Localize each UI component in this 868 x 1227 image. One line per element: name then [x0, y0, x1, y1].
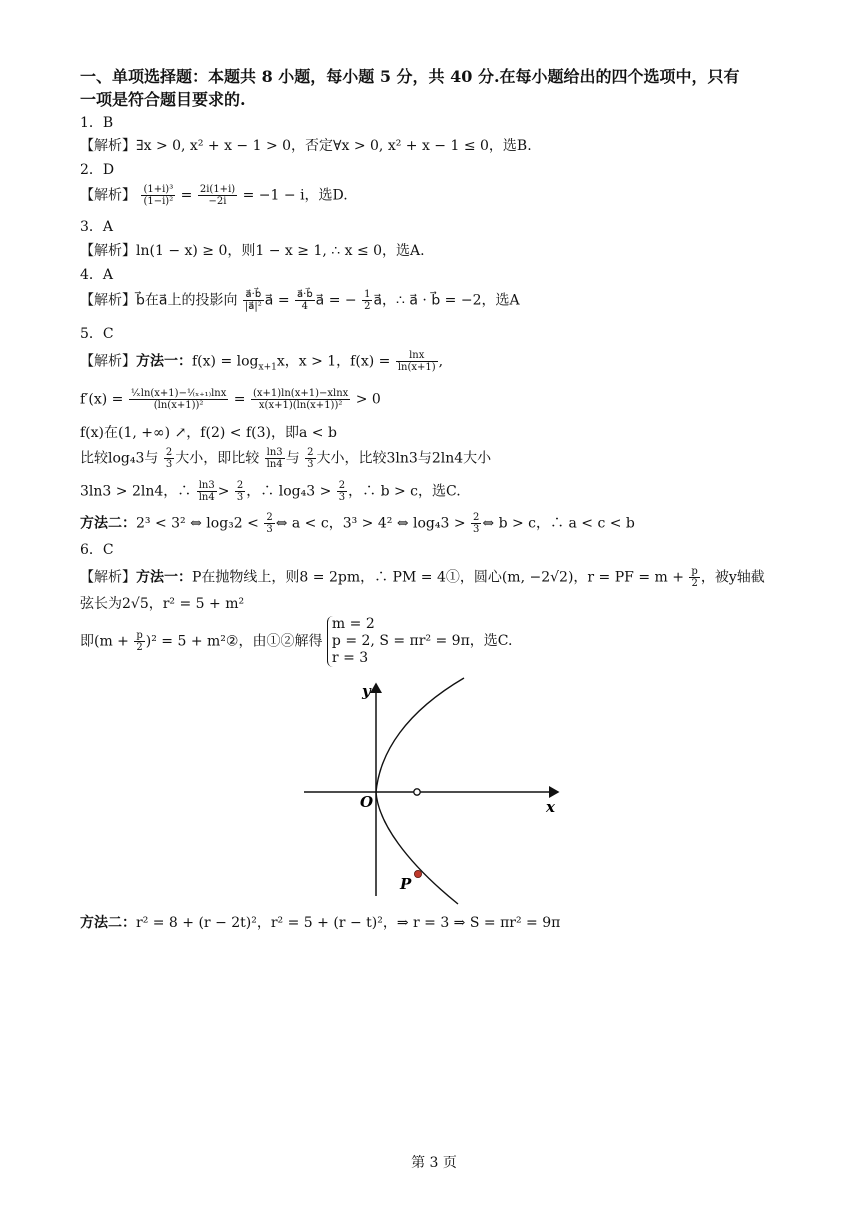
- q3-solution: [80, 241, 425, 261]
- q2-tail: = −1 − i，选D.: [242, 187, 348, 204]
- q2-solution: 【解析】 $\frac{\text{(1+i)³}}{\text{(1−i)²}}$ = $\frac{2i(1+i)}{-2i}$ = −1 − i，选D.: [80, 184, 348, 207]
- q4-fraction-1: $\frac{a⃗\cdot b⃗}{\text{|a⃗|²}}$: [244, 289, 262, 312]
- analysis-tag: 【解析】: [80, 353, 136, 370]
- analysis-tag: 【解析】: [80, 292, 136, 309]
- q5-fraction-fx: $\frac{\ln x}{\ln(x+1)}$: [397, 350, 436, 373]
- q5-fraction-deriv-2: $\frac{(x+1)\ln(x+1)-xlnx}{\text{x(x+1)(ln(x+1))²}}$: [252, 388, 349, 411]
- q5-line2: f′(x) = $\frac{\text{¹⁄ₓln(x+1)−¹⁄₍ₓ₊₁₎lnx}}{\text{(ln(x+1))²}}$ = $\frac{(x+1)\ln(x+1)-xlnx}{\text{x(x+1)(ln(x+1))²}}$ > 0: [80, 388, 381, 411]
- section-title-line2: 一项是符合题目要求的.: [80, 90, 246, 109]
- q5-line1: 【解析】方法一：$f(x) = \log_{x+1}x$，x > 1，f(x) = $\frac{\ln x}{\ln(x+1)}$ ,: [80, 350, 444, 373]
- q4-fraction-2: $\frac{a⃗\cdot b⃗}{4}$: [297, 289, 313, 312]
- q6-line2: 弦长为2√5，r² = 5 + m²: [80, 596, 245, 612]
- point-p-label: P: [400, 875, 412, 893]
- point-p: [414, 870, 421, 877]
- q5-line3: f(x)在(1, +∞) ↗，f(2) < f(3)，即a < b: [80, 425, 337, 441]
- q6-method2: 方法二：r² = 8 + (r − 2t)²，r² = 5 + (r − t)²，⇒ r = 3 ⇒ S = πr² = 9π: [80, 915, 561, 931]
- q1-answer: 1．B: [80, 115, 114, 131]
- analysis-tag: 【解析】: [80, 187, 136, 204]
- q5-fraction-deriv-1: $\frac{\text{¹⁄ₓln(x+1)−¹⁄₍ₓ₊₁₎lnx}}{\text{(ln(x+1))²}}$: [130, 388, 227, 411]
- q2-answer: 2．D: [80, 162, 115, 178]
- section-title-line1: 一、单项选择题：本题共 8 小题，每小题 5 分，共 40 分.在每小题给出的四个选项中，只有: [80, 67, 740, 86]
- q6-line1: 【解析】方法一：P在抛物线上，则8 = 2pm，∴ PM = 4①，圆心(m, −2√2)，r = PF = m + $\frac{p}{2}$ ，被y轴截: [80, 566, 765, 589]
- y-axis-label: y: [362, 682, 371, 700]
- q6-equation-system: m = 2 p = 2, S = πr² = 9π，选C. r = 3: [327, 616, 513, 667]
- q4-answer: 4．A: [80, 267, 114, 283]
- q2-fraction-1: $\frac{\text{(1+i)³}}{\text{(1−i)²}}$: [143, 184, 174, 207]
- analysis-tag: 【解析】: [80, 243, 136, 259]
- q6-line3: 即(m + $\frac{p}{2}$ )² = 5 + m²②，由①②解得 m = 2 p = 2, S = πr² = 9π，选C. r = 3: [80, 616, 513, 666]
- q1-text: ∃x > 0, x² + x − 1 > 0，否定∀x > 0, x² + x − 1 ≤ 0，选B.: [136, 138, 532, 154]
- analysis-tag: 【解析】: [80, 138, 136, 154]
- q5-line5: 3ln3 > 2ln4，∴ $\frac{\ln 3}{\ln 4}$ > $\frac{2}{3}$ ，∴ log₄3 > $\frac{2}{3}$ ，∴ b > c，选C.: [80, 480, 461, 503]
- q1-solution: [80, 136, 532, 156]
- x-axis-label: x: [546, 798, 555, 816]
- q5-line4: 比较log₄3与 $\frac{2}{3}$ 大小，即比较 $\frac{\ln 3}{\ln 4}$ 与 $\frac{2}{3}$ 大小，比较3ln3与2ln4大小: [80, 447, 492, 470]
- parabola-figure: [296, 672, 576, 908]
- q3-text: ln(1 − x) ≥ 0，则1 − x ≥ 1, ∴ x ≤ 0，选A.: [136, 243, 425, 259]
- q3-answer: 3．A: [80, 219, 114, 235]
- q4-fraction-3: $\frac{1}{2}$: [364, 289, 371, 312]
- q5-answer: 5．C: [80, 326, 114, 342]
- page-footer: 第 3 页: [411, 1155, 457, 1171]
- q6-answer: 6．C: [80, 542, 114, 558]
- origin-label: O: [360, 793, 374, 811]
- analysis-tag: 【解析】: [80, 569, 136, 586]
- q2-fraction-2: $\frac{2i(1+i)}{-2i}$: [199, 184, 236, 207]
- focus-point: [414, 789, 420, 795]
- q5-line6: 方法二：2³ < 3² ⇔ log₃2 < $\frac{2}{3}$ ⇔ a < c，3³ > 4² ⇔ log₄3 > $\frac{2}{3}$ ⇔ b > c，∴ a < c < b: [80, 512, 635, 535]
- q4-solution: 【解析】b⃗在a⃗上的投影向 $\frac{a⃗\cdot b⃗}{\text{|a⃗|²}}$ a⃗ = $\frac{a⃗\cdot b⃗}{4}$ a⃗ = − $\frac{1}{2}$ a⃗，∴ a⃗ · b⃗ = −2，选A: [80, 289, 520, 312]
